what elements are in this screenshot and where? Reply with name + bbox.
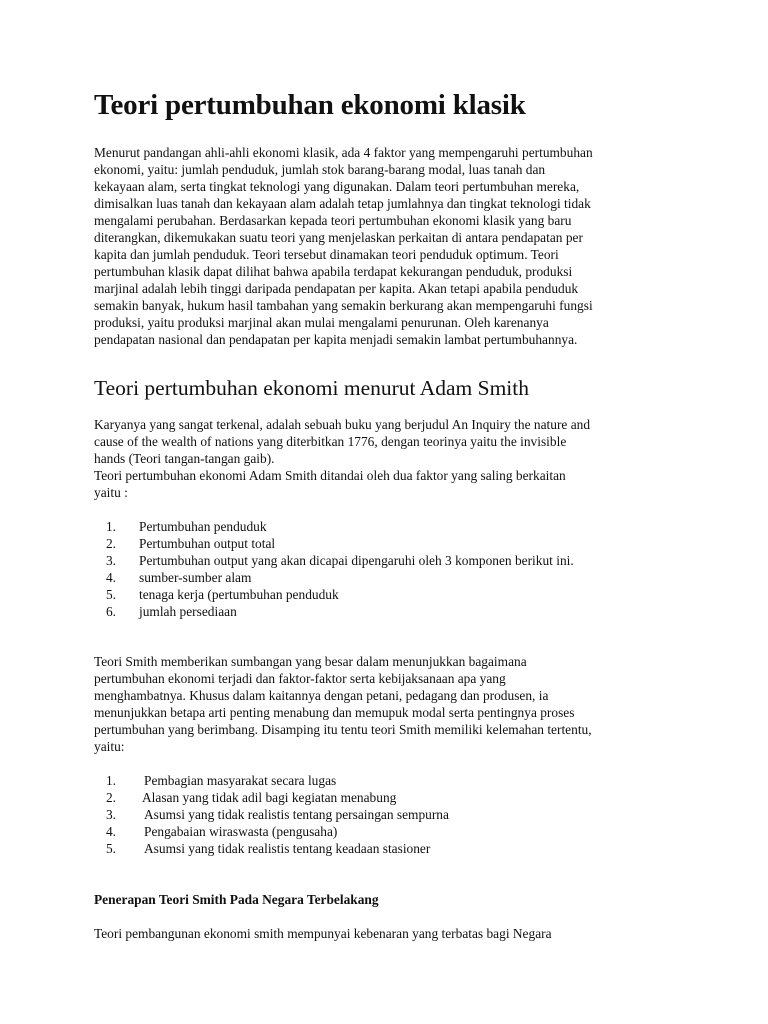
section-heading-adam-smith: Teori pertumbuhan ekonomi menurut Adam Smith: [94, 376, 529, 400]
list-item: 4. Pengabaian wiraswasta (pengusaha): [105, 824, 338, 839]
page-title: Teori pertumbuhan ekonomi klasik: [94, 89, 526, 121]
spacer: [94, 620, 684, 653]
list-item: 3. Pertumbuhan output yang akan dicapai dipengaruhi oleh 3 komponen berikut ini.: [105, 553, 574, 568]
smith-contribution-paragraph: Teori Smith memberikan sumbangan yang besar dalam menunjukkan bagaimana pertumbuhan ekonomi terjadi dan faktor-faktor serta kebijaksanaan apa yang menghambatnya. Khusus dalam kaitannya dengan petani, pedagang dan produsen, ia menunjukkan betapa arti penting menabung dan memupuk modal serta pentingnya proses pertumbuhan yang berimbang. Disamping itu tentu teori Smith memiliki kelemahan tertentu, yaitu:: [94, 654, 592, 754]
list-item: 5. tenaga kerja (pertumbuhan penduduk: [105, 587, 339, 602]
intro-paragraph: Menurut pandangan ahli-ahli ekonomi klasik, ada 4 faktor yang mempengaruhi pertumbuhan ekonomi, yaitu: jumlah penduduk, jumlah stok barang-barang modal, luas tanah dan kekayaan alam, serta tingkat teknologi yang digunakan. Dalam teori pertumbuhan mereka, dimisalkan luas tanah dan kekayaan alam adalah tetap jumlahnya dan tingkat teknologi tidak mengalami perubahan. Berdasarkan kepada teori pertumbuhan ekonomi klasik yang baru diterangkan, dikemukakan suatu teori yang menjelaskan perkaitan di antara pendapatan per kapita dan jumlah penduduk. Teori tersebut dinamakan teori penduduk optimum. Teori pertumbuhan klasik dapat dilihat bahwa apabila terdapat kekurangan penduduk, produksi marjinal adalah lebih tinggi daripada pendapatan per kapita. Akan tetapi apabila penduduk semakin banyak, hukum hasil tambahan yang semakin berkurang akan mempengaruhi fungsi produksi, yaitu produksi marjinal akan mulai mengalami penurunan. Oleh karenanya pendapatan nasional dan pendapatan per kapita menjadi semakin lambat pertumbuhannya.: [94, 145, 593, 347]
list-item: 1. Pertumbuhan penduduk: [105, 519, 267, 534]
penerapan-paragraph: Teori pembangunan ekonomi smith mempunyai kebenaran yang terbatas bagi Negara: [94, 926, 552, 941]
section-heading-penerapan: Penerapan Teori Smith Pada Negara Terbelakang: [94, 892, 379, 907]
list-item: 2. Alasan yang tidak adil bagi kegiatan menabung: [105, 790, 397, 805]
weaknesses-list: [94, 772, 684, 857]
factors-list: [94, 518, 684, 620]
list-item: 6. jumlah persediaan: [105, 604, 237, 619]
list-item: 5. Asumsi yang tidak realistis tentang keadaan stasioner: [105, 841, 431, 856]
list-item: 1. Pembagian masyarakat secara lugas: [105, 773, 337, 788]
adam-smith-paragraph-2: Teori pertumbuhan ekonomi Adam Smith ditandai oleh dua faktor yang saling berkaitan yaitu :: [94, 468, 566, 500]
list-item: 3. Asumsi yang tidak realistis tentang persaingan sempurna: [105, 807, 449, 822]
list-item: 2. Pertumbuhan output total: [105, 536, 276, 551]
adam-smith-paragraph-1: Karyanya yang sangat terkenal, adalah sebuah buku yang berjudul An Inquiry the nature and cause of the wealth of nations yang diterbitkan 1776, dengan teorinya yaitu the invisible hands (Teori tangan-tangan gaib).: [94, 417, 591, 466]
document-page: [94, 86, 684, 942]
list-item: 4. sumber-sumber alam: [105, 570, 252, 585]
